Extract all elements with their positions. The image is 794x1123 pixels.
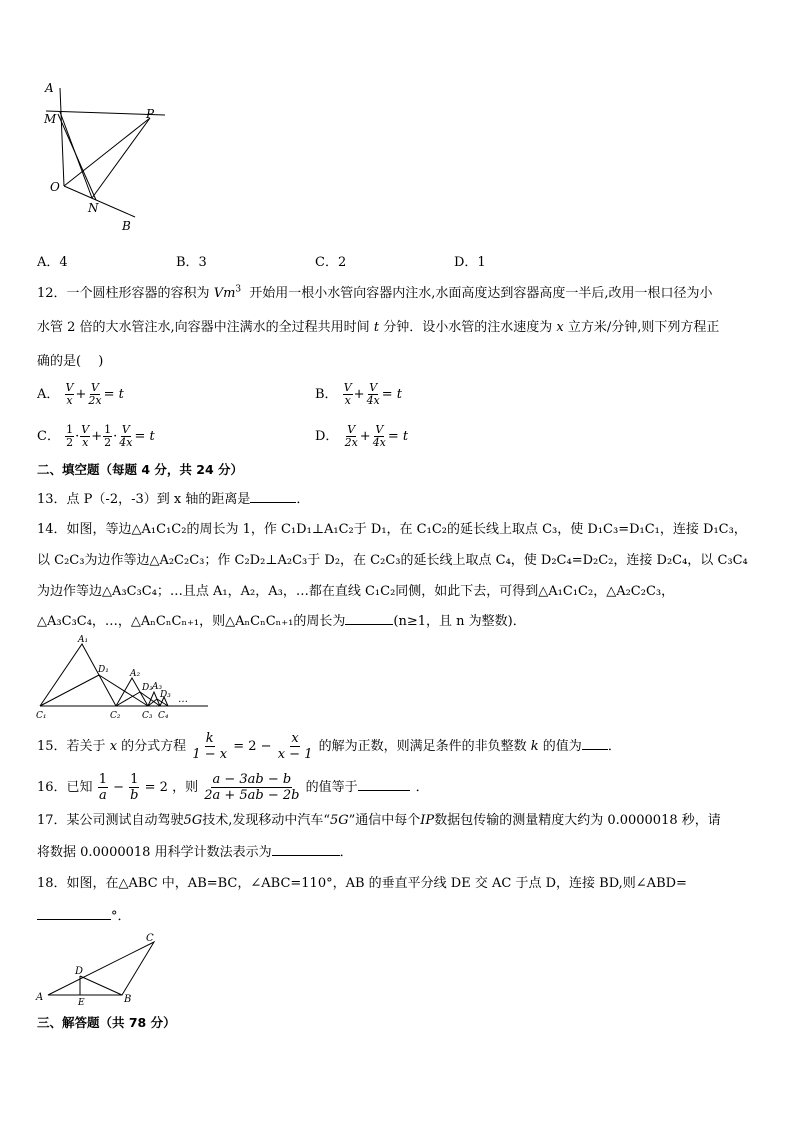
figure-q18 — [34, 930, 164, 1006]
q12-line2 — [37, 320, 719, 336]
q17-5g: 5G — [183, 813, 203, 828]
label-C3: C₃ — [142, 711, 153, 721]
label-N: N — [88, 201, 99, 215]
q16-text: 的值等于 — [305, 780, 358, 795]
q15: 15．若关于 x 的分式方程 $\frac{k}{1 - x}$ = 2 − $\frac{x}{x - 1}$ 的解为正数，则满足条件的非负整数 k 的值为 ． — [37, 731, 621, 762]
q11-option-d: D．1 — [454, 255, 486, 270]
q15-var-k: k — [530, 739, 539, 754]
answer-blank[interactable] — [37, 919, 111, 920]
q12-var-v: V — [213, 286, 224, 301]
q17-line1 — [37, 813, 721, 829]
q12-line3: 确的是( ) — [37, 354, 104, 369]
label-D1: D₁ — [98, 665, 109, 675]
q14-line3: 为边作等边△A₃C₃C₄；…且点 A₁，A₂，A₃，…都在直线 C₁C₂同侧，如此下去，可得到△A₁C₁C₂，△A₂C₂C₃， — [37, 584, 675, 599]
label-A: A — [36, 992, 44, 1003]
q12-unit-m: m — [223, 286, 236, 301]
option-label: B． — [315, 387, 338, 402]
q14-line2: 以 C₂C₃为边作等边△A₂C₂C₃；作 C₂D₂⊥A₂C₃于 D₂，在 C₂C₃的延长线上取点 C₄，使 D₂C₄=D₂C₂，连接 D₂C₄，以 C₃C₄ — [37, 553, 748, 568]
q16-text: ，则 — [172, 780, 199, 795]
answer-blank[interactable] — [582, 749, 608, 750]
q15-text: 的解为正数，则满足条件的非负整数 — [318, 739, 527, 754]
label-P: P — [146, 107, 155, 121]
q12-option-b: B． $\frac{V}{x}$ + $\frac{V}{4x}$ = t — [315, 381, 403, 407]
q14-text: (n≥1，且 n 为整数)． — [393, 614, 526, 629]
q12-text: 立方米/分钟,则下列方程正 — [567, 320, 720, 335]
q17-text: 技术,发现移动中汽车“ — [202, 813, 330, 828]
q14-line1: 14．如图，等边△A₁C₁C₂的周长为 1，作 C₁D₁⊥A₁C₂于 D₁，在 C₁C₂的延长线上取点 C₃，使 D₁C₃=D₁C₁，连接 D₁C₃， — [37, 522, 747, 537]
label-C1: C₁ — [36, 711, 47, 721]
q16-text: 16．已知 — [37, 780, 93, 795]
label-D: D — [75, 966, 84, 977]
label-C2: C₂ — [110, 711, 121, 721]
q12-unit-cube: 3 — [235, 284, 242, 295]
figure-q14 — [34, 634, 214, 724]
section-2-heading: 二、填空题（每题 4 分，共 24 分） — [37, 462, 244, 477]
label-O: O — [50, 180, 60, 194]
q12-line1 — [37, 286, 713, 302]
q18-deg: °． — [111, 909, 131, 924]
figure-q11 — [30, 78, 180, 238]
q15-mid: = 2 − — [233, 739, 272, 754]
q15-var-x: x — [109, 739, 118, 754]
label-C: C — [146, 933, 154, 944]
label-D3: D₃ — [160, 690, 171, 700]
q16: 16．已知 $\frac{1}{a}$ − $\frac{1}{b}$ = 2 ，则 $\frac{a - 3ab - b}{2a + 5ab - 2b}$ 的值等于 ． — [37, 772, 429, 803]
q18-line2 — [37, 909, 131, 925]
q18-line1: 18．如图，在△ABC 中，AB=BC，∠ABC=110°，AB 的垂直平分线 DE 交 AC 于点 D，连接 BD,则∠ABD= — [37, 876, 687, 891]
answer-blank[interactable] — [358, 790, 410, 791]
option-label: C． — [37, 429, 60, 444]
label-A2: A₂ — [130, 669, 141, 679]
label-B: B — [124, 994, 132, 1005]
answer-blank[interactable] — [250, 502, 296, 503]
q14-text: △A₃C₃C₄，…，△AₙCₙCₙ₊₁，则△AₙCₙCₙ₊₁的周长为 — [37, 614, 346, 629]
q12-var-t: t — [373, 320, 380, 335]
q13 — [37, 492, 309, 508]
option-label: D． — [315, 429, 339, 444]
q12-option-d: D． $\frac{V}{2x}$ + $\frac{V}{4x}$ = t — [315, 423, 409, 449]
q12-text: 水管 2 倍的大水管注水,向容器中注满水的全过程共用时间 — [37, 320, 370, 335]
q12-option-c: C． $\frac{1}{2}$ · $\frac{V}{x}$ + $\frac{1}{2}$ · $\frac{V}{4x}$ = t — [37, 423, 155, 449]
label-B: B — [122, 219, 131, 233]
label-C4: C₄ — [158, 711, 169, 721]
q14-line4 — [37, 614, 526, 630]
q11-option-c: C．2 — [315, 255, 347, 270]
answer-blank[interactable] — [272, 855, 340, 856]
label-A: A — [45, 81, 54, 95]
q15-text: 的分式方程 — [121, 739, 187, 754]
label-A1: A₁ — [78, 635, 89, 645]
q17-ip: IP — [420, 813, 435, 828]
q13-end: ． — [296, 492, 310, 507]
label-D2: D₂ — [142, 683, 153, 693]
q15-text: 15．若关于 — [37, 739, 106, 754]
q12-text: 12．一个圆柱形容器的容积为 — [37, 286, 210, 301]
q17-text: 17．某公司测试自动驾驶 — [37, 813, 184, 828]
q16-end: ． — [415, 780, 429, 795]
q17-text: 数据包传输的测量精度大约为 0.0000018 秒，请 — [434, 813, 721, 828]
label-M: M — [44, 112, 57, 126]
q15-text: 的值为 — [542, 739, 582, 754]
q15-end: ． — [607, 739, 621, 754]
q11-option-a: A．4 — [37, 255, 68, 270]
q17-line2 — [37, 845, 353, 861]
label-A3: A₃ — [152, 682, 163, 692]
q17-text: ”通信中每个 — [348, 813, 421, 828]
q17-text: 将数据 0.0000018 用科学计数法表示为 — [37, 845, 272, 860]
q11-option-b: B．3 — [176, 255, 207, 270]
answer-blank[interactable] — [345, 624, 393, 625]
q13-text: 13．点 P（-2，-3）到 x 轴的距离是 — [37, 492, 251, 507]
label-dots: … — [178, 694, 188, 705]
q17-5g: 5G — [329, 813, 349, 828]
section-3-heading: 三、解答题（共 78 分） — [37, 1015, 176, 1030]
q12-option-a: A． $\frac{V}{x}$ + $\frac{V}{2x}$ = t — [37, 381, 124, 407]
label-E: E — [78, 998, 85, 1006]
q17-end: ． — [339, 845, 353, 860]
q12-var-x: x — [556, 320, 564, 335]
q12-text: 分钟．设小水管的注水速度为 — [383, 320, 553, 335]
option-label: A． — [37, 387, 60, 402]
q12-text: 开始用一根小水管向容器内注水,水面高度达到容器高度一半后,改用一根口径为小 — [249, 286, 713, 301]
